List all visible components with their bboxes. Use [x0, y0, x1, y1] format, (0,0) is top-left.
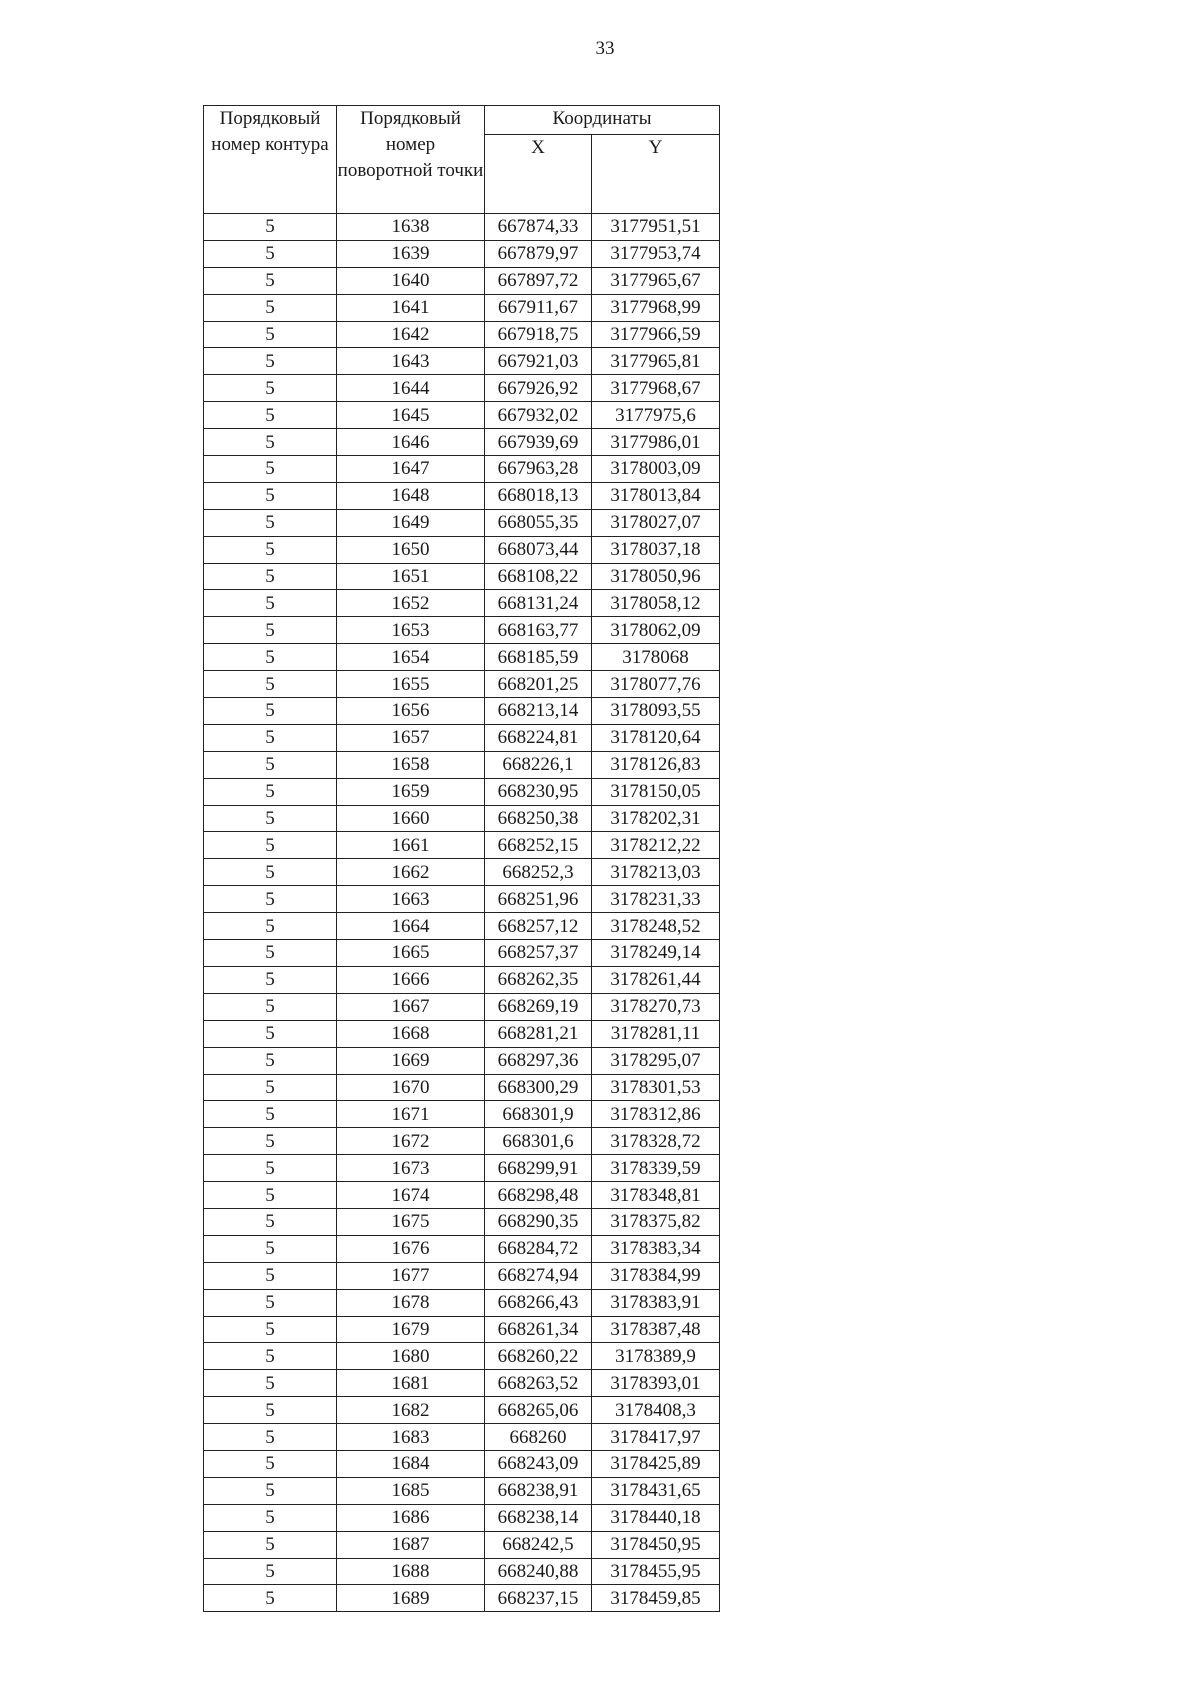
cell-contour-number: 5	[204, 940, 337, 967]
cell-y: 3177986,01	[592, 429, 720, 456]
cell-point-number: 1662	[337, 859, 485, 886]
cell-point-number: 1642	[337, 321, 485, 348]
cell-contour-number: 5	[204, 1424, 337, 1451]
cell-x: 668226,1	[485, 751, 592, 778]
table-row	[204, 590, 720, 617]
cell-contour-number: 5	[204, 321, 337, 348]
cell-y: 3178339,59	[592, 1155, 720, 1182]
cell-contour-number: 5	[204, 1262, 337, 1289]
cell-contour-number: 5	[204, 563, 337, 590]
table-row	[204, 1504, 720, 1531]
cell-x: 668238,14	[485, 1504, 592, 1531]
table-row	[204, 1182, 720, 1209]
cell-contour-number: 5	[204, 1450, 337, 1477]
cell-point-number: 1674	[337, 1182, 485, 1209]
cell-y: 3177953,74	[592, 240, 720, 267]
cell-point-number: 1666	[337, 966, 485, 993]
cell-point-number: 1644	[337, 375, 485, 402]
cell-point-number: 1665	[337, 940, 485, 967]
cell-contour-number: 5	[204, 913, 337, 940]
table-row	[204, 482, 720, 509]
cell-contour-number: 5	[204, 402, 337, 429]
cell-point-number: 1668	[337, 1020, 485, 1047]
cell-x: 668299,91	[485, 1155, 592, 1182]
cell-x: 668290,35	[485, 1208, 592, 1235]
cell-y: 3178231,33	[592, 886, 720, 913]
table-body	[204, 214, 720, 1612]
cell-y: 3178050,96	[592, 563, 720, 590]
table-row	[204, 429, 720, 456]
cell-x: 668073,44	[485, 536, 592, 563]
table-row	[204, 214, 720, 241]
cell-y: 3178384,99	[592, 1262, 720, 1289]
cell-contour-number: 5	[204, 1101, 337, 1128]
coordinates-table	[203, 105, 720, 1612]
cell-contour-number: 5	[204, 859, 337, 886]
cell-point-number: 1639	[337, 240, 485, 267]
table-row	[204, 1585, 720, 1612]
cell-point-number: 1672	[337, 1128, 485, 1155]
cell-y: 3178068	[592, 644, 720, 671]
table-row	[204, 1208, 720, 1235]
cell-y: 3178408,3	[592, 1397, 720, 1424]
cell-y: 3178417,97	[592, 1424, 720, 1451]
cell-contour-number: 5	[204, 1504, 337, 1531]
cell-y: 3178389,9	[592, 1343, 720, 1370]
cell-point-number: 1681	[337, 1370, 485, 1397]
table-row	[204, 1316, 720, 1343]
cell-point-number: 1656	[337, 698, 485, 725]
cell-y: 3178383,34	[592, 1235, 720, 1262]
cell-contour-number: 5	[204, 617, 337, 644]
cell-x: 668252,15	[485, 832, 592, 859]
cell-contour-number: 5	[204, 348, 337, 375]
table-row	[204, 509, 720, 536]
cell-x: 668252,3	[485, 859, 592, 886]
cell-y: 3178213,03	[592, 859, 720, 886]
cell-y: 3178027,07	[592, 509, 720, 536]
cell-contour-number: 5	[204, 724, 337, 751]
cell-x: 667926,92	[485, 375, 592, 402]
cell-x: 668242,5	[485, 1531, 592, 1558]
cell-contour-number: 5	[204, 966, 337, 993]
cell-point-number: 1682	[337, 1397, 485, 1424]
table-row	[204, 402, 720, 429]
table-row	[204, 1450, 720, 1477]
cell-y: 3178387,48	[592, 1316, 720, 1343]
cell-y: 3178450,95	[592, 1531, 720, 1558]
cell-point-number: 1657	[337, 724, 485, 751]
cell-x: 668260	[485, 1424, 592, 1451]
cell-x: 668261,34	[485, 1316, 592, 1343]
cell-y: 3178058,12	[592, 590, 720, 617]
table-row	[204, 966, 720, 993]
cell-x: 668224,81	[485, 724, 592, 751]
table-row	[204, 1074, 720, 1101]
table-row	[204, 832, 720, 859]
cell-contour-number: 5	[204, 536, 337, 563]
cell-y: 3177968,67	[592, 375, 720, 402]
cell-y: 3178150,05	[592, 778, 720, 805]
cell-x: 668131,24	[485, 590, 592, 617]
cell-contour-number: 5	[204, 509, 337, 536]
cell-contour-number: 5	[204, 1370, 337, 1397]
header-y: Y	[592, 135, 720, 214]
cell-contour-number: 5	[204, 1020, 337, 1047]
cell-x: 667921,03	[485, 348, 592, 375]
table-row	[204, 1235, 720, 1262]
cell-point-number: 1646	[337, 429, 485, 456]
cell-point-number: 1670	[337, 1074, 485, 1101]
cell-contour-number: 5	[204, 886, 337, 913]
cell-x: 668298,48	[485, 1182, 592, 1209]
cell-point-number: 1645	[337, 402, 485, 429]
cell-y: 3177951,51	[592, 214, 720, 241]
cell-y: 3177968,99	[592, 294, 720, 321]
cell-point-number: 1689	[337, 1585, 485, 1612]
cell-x: 668251,96	[485, 886, 592, 913]
cell-y: 3178312,86	[592, 1101, 720, 1128]
cell-contour-number: 5	[204, 267, 337, 294]
cell-point-number: 1685	[337, 1477, 485, 1504]
cell-point-number: 1679	[337, 1316, 485, 1343]
table-row	[204, 321, 720, 348]
cell-contour-number: 5	[204, 993, 337, 1020]
cell-x: 667897,72	[485, 267, 592, 294]
table-row	[204, 1128, 720, 1155]
cell-y: 3178431,65	[592, 1477, 720, 1504]
cell-point-number: 1688	[337, 1558, 485, 1585]
cell-x: 668230,95	[485, 778, 592, 805]
cell-point-number: 1684	[337, 1450, 485, 1477]
cell-contour-number: 5	[204, 1047, 337, 1074]
cell-y: 3178455,95	[592, 1558, 720, 1585]
cell-contour-number: 5	[204, 644, 337, 671]
table-row	[204, 267, 720, 294]
cell-contour-number: 5	[204, 1477, 337, 1504]
cell-contour-number: 5	[204, 1316, 337, 1343]
cell-x: 667932,02	[485, 402, 592, 429]
cell-point-number: 1647	[337, 456, 485, 483]
table-row	[204, 1155, 720, 1182]
cell-contour-number: 5	[204, 751, 337, 778]
table-row	[204, 724, 720, 751]
cell-x: 668055,35	[485, 509, 592, 536]
cell-contour-number: 5	[204, 375, 337, 402]
table-row	[204, 940, 720, 967]
table-row	[204, 778, 720, 805]
cell-x: 668297,36	[485, 1047, 592, 1074]
cell-x: 668281,21	[485, 1020, 592, 1047]
cell-contour-number: 5	[204, 1128, 337, 1155]
cell-point-number: 1664	[337, 913, 485, 940]
cell-point-number: 1661	[337, 832, 485, 859]
cell-x: 668240,88	[485, 1558, 592, 1585]
cell-x: 668300,29	[485, 1074, 592, 1101]
cell-y: 3178281,11	[592, 1020, 720, 1047]
header-x: X	[485, 135, 592, 214]
cell-x: 667874,33	[485, 214, 592, 241]
cell-x: 668266,43	[485, 1289, 592, 1316]
cell-x: 668284,72	[485, 1235, 592, 1262]
cell-contour-number: 5	[204, 240, 337, 267]
table-row	[204, 536, 720, 563]
cell-point-number: 1660	[337, 805, 485, 832]
cell-y: 3178212,22	[592, 832, 720, 859]
cell-x: 668163,77	[485, 617, 592, 644]
cell-y: 3178383,91	[592, 1289, 720, 1316]
cell-point-number: 1677	[337, 1262, 485, 1289]
cell-y: 3178440,18	[592, 1504, 720, 1531]
table-row	[204, 617, 720, 644]
cell-x: 668257,37	[485, 940, 592, 967]
cell-contour-number: 5	[204, 1558, 337, 1585]
cell-contour-number: 5	[204, 429, 337, 456]
cell-x: 668257,12	[485, 913, 592, 940]
cell-point-number: 1683	[337, 1424, 485, 1451]
cell-y: 3178126,83	[592, 751, 720, 778]
cell-contour-number: 5	[204, 1155, 337, 1182]
cell-x: 668108,22	[485, 563, 592, 590]
cell-contour-number: 5	[204, 590, 337, 617]
cell-y: 3178425,89	[592, 1450, 720, 1477]
cell-y: 3177965,81	[592, 348, 720, 375]
cell-y: 3178348,81	[592, 1182, 720, 1209]
cell-y: 3178270,73	[592, 993, 720, 1020]
header-contour-number: Порядковый номер контура	[204, 106, 337, 214]
cell-contour-number: 5	[204, 805, 337, 832]
cell-contour-number: 5	[204, 294, 337, 321]
cell-contour-number: 5	[204, 832, 337, 859]
cell-y: 3177965,67	[592, 267, 720, 294]
cell-x: 668250,38	[485, 805, 592, 832]
cell-y: 3177966,59	[592, 321, 720, 348]
cell-y: 3178459,85	[592, 1585, 720, 1612]
cell-point-number: 1652	[337, 590, 485, 617]
cell-y: 3178202,31	[592, 805, 720, 832]
table-row	[204, 1558, 720, 1585]
cell-point-number: 1648	[337, 482, 485, 509]
cell-contour-number: 5	[204, 698, 337, 725]
table-row	[204, 644, 720, 671]
table-row	[204, 563, 720, 590]
cell-x: 668201,25	[485, 671, 592, 698]
cell-x: 668263,52	[485, 1370, 592, 1397]
cell-x: 668185,59	[485, 644, 592, 671]
cell-point-number: 1675	[337, 1208, 485, 1235]
cell-x: 667918,75	[485, 321, 592, 348]
cell-x: 668213,14	[485, 698, 592, 725]
cell-y: 3178062,09	[592, 617, 720, 644]
header-coordinates: Координаты	[485, 106, 720, 135]
cell-y: 3178393,01	[592, 1370, 720, 1397]
cell-point-number: 1655	[337, 671, 485, 698]
cell-y: 3178295,07	[592, 1047, 720, 1074]
cell-point-number: 1643	[337, 348, 485, 375]
cell-y: 3178037,18	[592, 536, 720, 563]
table-row	[204, 1020, 720, 1047]
cell-contour-number: 5	[204, 778, 337, 805]
cell-contour-number: 5	[204, 1182, 337, 1209]
cell-y: 3178077,76	[592, 671, 720, 698]
cell-x: 668238,91	[485, 1477, 592, 1504]
cell-point-number: 1686	[337, 1504, 485, 1531]
cell-y: 3178301,53	[592, 1074, 720, 1101]
table-row	[204, 348, 720, 375]
cell-y: 3178375,82	[592, 1208, 720, 1235]
table-row	[204, 294, 720, 321]
cell-point-number: 1663	[337, 886, 485, 913]
cell-x: 668262,35	[485, 966, 592, 993]
table-row	[204, 1343, 720, 1370]
cell-y: 3178261,44	[592, 966, 720, 993]
cell-x: 668301,6	[485, 1128, 592, 1155]
cell-x: 667879,97	[485, 240, 592, 267]
cell-point-number: 1641	[337, 294, 485, 321]
cell-contour-number: 5	[204, 1208, 337, 1235]
table-row	[204, 859, 720, 886]
table-row	[204, 1101, 720, 1128]
cell-point-number: 1667	[337, 993, 485, 1020]
cell-contour-number: 5	[204, 482, 337, 509]
cell-contour-number: 5	[204, 1289, 337, 1316]
cell-y: 3178120,64	[592, 724, 720, 751]
cell-x: 667939,69	[485, 429, 592, 456]
cell-contour-number: 5	[204, 1397, 337, 1424]
header-point-number: Порядковый номер поворотной точки	[337, 106, 485, 214]
cell-point-number: 1658	[337, 751, 485, 778]
cell-point-number: 1680	[337, 1343, 485, 1370]
cell-x: 668301,9	[485, 1101, 592, 1128]
cell-x: 668243,09	[485, 1450, 592, 1477]
table-row	[204, 671, 720, 698]
cell-y: 3178093,55	[592, 698, 720, 725]
cell-point-number: 1659	[337, 778, 485, 805]
cell-contour-number: 5	[204, 1531, 337, 1558]
cell-y: 3178249,14	[592, 940, 720, 967]
cell-y: 3177975,6	[592, 402, 720, 429]
cell-x: 668265,06	[485, 1397, 592, 1424]
cell-point-number: 1638	[337, 214, 485, 241]
cell-x: 668274,94	[485, 1262, 592, 1289]
table-row	[204, 240, 720, 267]
page-number: 33	[595, 38, 615, 59]
table-row	[204, 993, 720, 1020]
cell-contour-number: 5	[204, 1074, 337, 1101]
cell-x: 667911,67	[485, 294, 592, 321]
cell-point-number: 1678	[337, 1289, 485, 1316]
cell-contour-number: 5	[204, 456, 337, 483]
cell-x: 668269,19	[485, 993, 592, 1020]
table-row	[204, 456, 720, 483]
cell-point-number: 1669	[337, 1047, 485, 1074]
table-row	[204, 1531, 720, 1558]
table-header	[204, 106, 720, 214]
cell-point-number: 1640	[337, 267, 485, 294]
cell-contour-number: 5	[204, 1585, 337, 1612]
cell-point-number: 1654	[337, 644, 485, 671]
cell-x: 668260,22	[485, 1343, 592, 1370]
cell-contour-number: 5	[204, 214, 337, 241]
table-row	[204, 1262, 720, 1289]
cell-y: 3178328,72	[592, 1128, 720, 1155]
table-row	[204, 698, 720, 725]
cell-x: 668237,15	[485, 1585, 592, 1612]
table-row	[204, 913, 720, 940]
table-row	[204, 886, 720, 913]
cell-x: 667963,28	[485, 456, 592, 483]
cell-point-number: 1671	[337, 1101, 485, 1128]
cell-contour-number: 5	[204, 1343, 337, 1370]
cell-point-number: 1673	[337, 1155, 485, 1182]
cell-point-number: 1676	[337, 1235, 485, 1262]
cell-point-number: 1649	[337, 509, 485, 536]
cell-point-number: 1651	[337, 563, 485, 590]
table-row	[204, 375, 720, 402]
table-row	[204, 1047, 720, 1074]
cell-contour-number: 5	[204, 671, 337, 698]
cell-y: 3178003,09	[592, 456, 720, 483]
table-row	[204, 1289, 720, 1316]
table-row	[204, 1370, 720, 1397]
table-row	[204, 1397, 720, 1424]
cell-point-number: 1653	[337, 617, 485, 644]
table-row	[204, 1424, 720, 1451]
cell-y: 3178013,84	[592, 482, 720, 509]
cell-contour-number: 5	[204, 1235, 337, 1262]
cell-x: 668018,13	[485, 482, 592, 509]
table-row	[204, 805, 720, 832]
cell-y: 3178248,52	[592, 913, 720, 940]
cell-point-number: 1687	[337, 1531, 485, 1558]
cell-point-number: 1650	[337, 536, 485, 563]
table-row	[204, 751, 720, 778]
table-row	[204, 1477, 720, 1504]
